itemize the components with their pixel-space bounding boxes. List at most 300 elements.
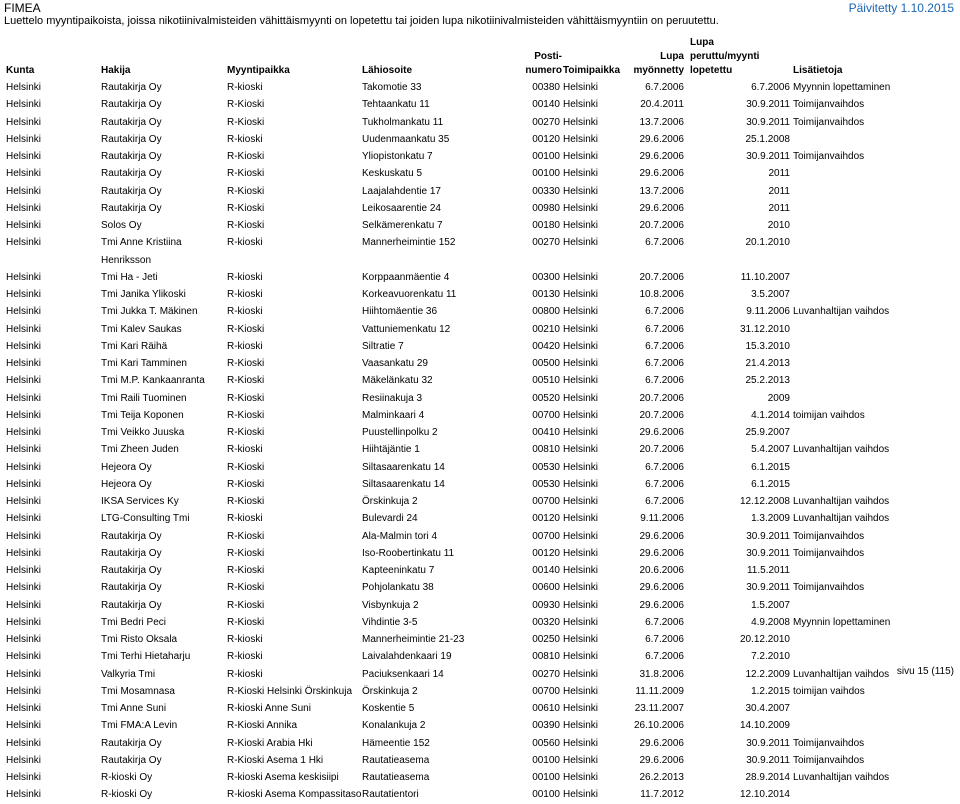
cell-toimipaikka: Helsinki — [563, 513, 599, 525]
cell-lisatietoja: Luvanhaltijan vaihdos — [793, 772, 890, 783]
cell-toimipaikka: Helsinki — [563, 358, 599, 369]
table-row — [0, 321, 960, 338]
col-myonnetty-line2: myönnetty — [633, 65, 684, 76]
cell-myyntipaikka: R-Kioski — [227, 202, 265, 214]
cell-lisatietoja: Luvanhaltijan vaihdos — [793, 513, 890, 525]
table-row — [0, 338, 960, 355]
cell-lopetettu: 12.2.2009 — [745, 668, 790, 680]
cell-myonnetty: 20.7.2006 — [639, 392, 684, 404]
cell-hakija: Tmi Veikko Juuska — [101, 427, 185, 438]
cell-toimipaikka: Helsinki — [563, 271, 599, 283]
cell-hakija: Tmi Kari Tamminen — [101, 358, 187, 369]
cell-kunta: Helsinki — [6, 289, 42, 300]
cell-lopetettu: 25.9.2007 — [745, 427, 790, 438]
cell-lisatietoja: Toimijanvaihdos — [793, 754, 865, 766]
cell-myonnetty: 6.7.2006 — [645, 634, 684, 645]
cell-lahiosoite: Iso-Roobertinkatu 11 — [362, 547, 455, 559]
cell-lopetettu: 20.1.2010 — [745, 237, 790, 249]
cell-postinumero: 00100 — [532, 168, 560, 180]
cell-lahiosoite: Korppaanmäentie 4 — [362, 271, 450, 283]
cell-postinumero: 00320 — [532, 616, 560, 628]
cell-lopetettu: 30.9.2011 — [746, 530, 790, 542]
col-postinumero — [508, 50, 562, 78]
cell-toimipaikka: Helsinki — [563, 151, 599, 162]
cell-kunta: Helsinki — [6, 582, 42, 594]
cell-toimipaikka: Helsinki — [563, 582, 599, 594]
cell-lopetettu: 30.9.2011 — [746, 582, 790, 594]
cell-toimipaikka: Helsinki — [563, 220, 599, 231]
cell-lahiosoite: Mannerheimintie 21-23 — [362, 634, 465, 645]
cell-kunta: Helsinki — [6, 427, 42, 438]
cell-kunta: Helsinki — [6, 565, 42, 576]
cell-hakija: Rautakirja Oy — [101, 547, 162, 559]
cell-kunta: Helsinki — [6, 754, 42, 766]
cell-myonnetty: 23.11.2007 — [634, 703, 684, 714]
page-number: sivu 15 (115) — [896, 666, 954, 677]
cell-lopetettu: 6.7.2006 — [751, 82, 790, 93]
cell-hakija: IKSA Services Ky — [101, 496, 179, 507]
cell-toimipaikka: Helsinki — [563, 444, 599, 456]
cell-hakija: Tmi Janika Ylikoski — [101, 289, 186, 300]
cell-hakija: Tmi Mosamnasa — [101, 685, 175, 697]
table-row — [0, 269, 960, 286]
cell-hakija: Rautakirja Oy — [101, 151, 162, 162]
cell-myyntipaikka: R-Kioski Helsinki Örskinkuja — [227, 685, 353, 697]
cell-lahiosoite: Takomotie 33 — [362, 82, 422, 93]
cell-hakija: Tmi Raili Tuominen — [101, 392, 187, 404]
cell-lisatietoja: Toimijanvaihdos — [793, 547, 865, 559]
cell-toimipaikka: Helsinki — [563, 530, 599, 542]
cell-kunta: Helsinki — [6, 789, 42, 801]
cell-toimipaikka: Helsinki — [563, 547, 599, 559]
cell-myyntipaikka: R-Kioski — [227, 116, 265, 128]
cell-postinumero: 00510 — [532, 375, 560, 387]
cell-lahiosoite: Korkeavuorenkatu 11 — [362, 289, 457, 300]
cell-kunta: Helsinki — [6, 99, 42, 111]
table-row — [0, 545, 960, 562]
cell-kunta: Helsinki — [6, 530, 42, 542]
cell-toimipaikka: Helsinki — [563, 392, 599, 404]
cell-kunta: Helsinki — [6, 703, 42, 714]
cell-hakija: Tmi Anne Kristiina Henriksson — [101, 237, 182, 266]
cell-postinumero: 00100 — [532, 772, 560, 783]
cell-myyntipaikka: R-Kioski Arabia Hki — [227, 737, 313, 749]
cell-postinumero: 00700 — [532, 530, 560, 542]
cell-postinumero: 00420 — [532, 340, 560, 352]
cell-lopetettu: 1.2.2015 — [751, 685, 790, 697]
cell-lahiosoite: Selkämerenkatu 7 — [362, 220, 443, 231]
cell-kunta: Helsinki — [6, 220, 42, 231]
cell-myyntipaikka: R-kioski — [227, 237, 263, 249]
cell-lahiosoite: Yliopistonkatu 7 — [362, 151, 433, 162]
cell-lopetettu: 25.2.2013 — [745, 375, 790, 387]
cell-toimipaikka: Helsinki — [563, 634, 599, 645]
cell-myonnetty: 13.7.2006 — [639, 116, 684, 128]
cell-lahiosoite: Vihdintie 3-5 — [362, 616, 418, 628]
cell-lahiosoite: Bulevardi 24 — [362, 513, 418, 525]
cell-lahiosoite: Konalankuja 2 — [362, 720, 426, 732]
table-row — [0, 217, 960, 234]
cell-kunta: Helsinki — [6, 444, 42, 456]
cell-myonnetty: 9.11.2006 — [640, 513, 684, 525]
cell-kunta: Helsinki — [6, 496, 42, 507]
col-myyntipaikka: Myyntipaikka — [227, 65, 290, 76]
cell-myyntipaikka: R-kioski — [227, 306, 263, 318]
table-row — [0, 493, 960, 510]
cell-myyntipaikka: R-kioski — [227, 133, 263, 145]
cell-hakija: R-kioski Oy — [101, 789, 153, 801]
cell-toimipaikka: Helsinki — [563, 478, 599, 490]
table-row — [0, 752, 960, 769]
cell-lopetettu: 31.12.2010 — [739, 323, 790, 335]
table-row — [0, 96, 960, 113]
cell-lisatietoja: toimijan vaihdos — [793, 409, 865, 421]
cell-toimipaikka: Helsinki — [563, 237, 599, 249]
cell-myonnetty: 31.8.2006 — [639, 668, 684, 680]
cell-toimipaikka: Helsinki — [563, 185, 599, 197]
cell-toimipaikka: Helsinki — [563, 754, 599, 766]
table-row — [0, 459, 960, 476]
cell-kunta: Helsinki — [6, 685, 42, 697]
col-lopetettu — [690, 36, 780, 78]
cell-myyntipaikka: R-Kioski Asema 1 Hki — [227, 754, 324, 766]
cell-lopetettu: 6.1.2015 — [751, 461, 790, 473]
table-row — [0, 424, 960, 441]
cell-postinumero: 00270 — [532, 237, 560, 249]
cell-myonnetty: 10.8.2006 — [639, 289, 684, 300]
cell-postinumero: 00530 — [532, 461, 560, 473]
cell-lopetettu: 20.12.2010 — [739, 634, 790, 645]
cell-kunta: Helsinki — [6, 375, 42, 387]
cell-hakija: Tmi Teija Koponen — [101, 409, 184, 421]
cell-myonnetty: 20.7.2006 — [639, 220, 684, 231]
cell-lisatietoja: Toimijanvaihdos — [793, 116, 865, 128]
cell-toimipaikka: Helsinki — [563, 616, 599, 628]
cell-lahiosoite: Siltratie 7 — [362, 340, 404, 352]
cell-lopetettu: 12.12.2008 — [739, 496, 790, 507]
col-myonnetty-line1: Lupa — [660, 51, 684, 62]
cell-kunta: Helsinki — [6, 271, 42, 283]
col-postinumero-line2: numero — [525, 65, 562, 76]
cell-myyntipaikka: R-Kioski — [227, 151, 265, 162]
col-lopetettu-line2: peruttu/myynti — [690, 51, 760, 62]
cell-hakija: Rautakirja Oy — [101, 116, 162, 128]
cell-lopetettu: 5.4.2007 — [751, 444, 790, 456]
cell-postinumero: 00980 — [532, 202, 560, 214]
cell-toimipaikka: Helsinki — [563, 703, 599, 714]
cell-lopetettu: 7.2.2010 — [751, 651, 790, 663]
cell-postinumero: 00810 — [532, 651, 560, 663]
cell-postinumero: 00180 — [532, 220, 560, 231]
cell-kunta: Helsinki — [6, 168, 42, 180]
cell-toimipaikka: Helsinki — [563, 685, 599, 697]
cell-kunta: Helsinki — [6, 237, 42, 249]
cell-hakija: LTG-Consulting Tmi — [101, 513, 190, 525]
cell-lahiosoite: Koskentie 5 — [362, 703, 415, 714]
cell-toimipaikka: Helsinki — [563, 409, 599, 421]
cell-lahiosoite: Uudenmaankatu 35 — [362, 133, 450, 145]
table-row — [0, 528, 960, 545]
cell-hakija: Rautakirja Oy — [101, 133, 162, 145]
cell-kunta: Helsinki — [6, 202, 42, 214]
table-row — [0, 234, 960, 269]
cell-hakija: Tmi Kalev Saukas — [101, 323, 182, 335]
table-row — [0, 114, 960, 131]
cell-toimipaikka: Helsinki — [563, 599, 599, 611]
cell-myyntipaikka: R-Kioski — [227, 168, 265, 180]
table-row — [0, 700, 960, 717]
table-row — [0, 131, 960, 148]
cell-postinumero: 00120 — [532, 133, 560, 145]
col-myonnetty — [620, 50, 684, 78]
cell-myyntipaikka: R-Kioski — [227, 323, 265, 335]
cell-myyntipaikka: R-kioski — [227, 651, 263, 663]
cell-myonnetty: 6.7.2006 — [645, 478, 684, 490]
cell-myyntipaikka: R-Kioski — [227, 461, 265, 473]
cell-myonnetty: 26.10.2006 — [633, 720, 684, 732]
cell-lahiosoite: Visbynkuja 2 — [362, 599, 419, 611]
cell-postinumero: 00810 — [532, 444, 560, 456]
cell-postinumero: 00130 — [532, 289, 560, 300]
cell-myyntipaikka: R-Kioski — [227, 565, 265, 576]
cell-lahiosoite: Örskinkuja 2 — [362, 496, 418, 507]
cell-myonnetty: 6.7.2006 — [645, 323, 684, 335]
cell-toimipaikka: Helsinki — [563, 565, 599, 576]
cell-postinumero: 00700 — [532, 409, 560, 421]
cell-lopetettu: 30.9.2011 — [746, 737, 790, 749]
table-row — [0, 717, 960, 734]
cell-kunta: Helsinki — [6, 668, 42, 680]
cell-lahiosoite: Tukholmankatu 11 — [362, 116, 444, 128]
cell-postinumero: 00610 — [532, 703, 560, 714]
cell-kunta: Helsinki — [6, 651, 42, 663]
cell-postinumero: 00140 — [532, 99, 560, 111]
cell-postinumero: 00600 — [532, 582, 560, 594]
cell-lisatietoja: Luvanhaltijan vaihdos — [793, 496, 890, 507]
cell-toimipaikka: Helsinki — [563, 789, 599, 801]
cell-kunta: Helsinki — [6, 151, 42, 162]
table-row — [0, 79, 960, 96]
cell-lahiosoite: Vattuniemenkatu 12 — [362, 323, 451, 335]
cell-myyntipaikka: R-kioski — [227, 668, 263, 680]
cell-lahiosoite: Mäkelänkatu 32 — [362, 375, 433, 387]
cell-kunta: Helsinki — [6, 737, 42, 749]
cell-lahiosoite: Rautatientori — [362, 789, 419, 801]
cell-kunta: Helsinki — [6, 133, 42, 145]
table-row — [0, 165, 960, 182]
cell-myyntipaikka: R-Kioski — [227, 547, 265, 559]
cell-lahiosoite: Kapteeninkatu 7 — [362, 565, 435, 576]
cell-toimipaikka: Helsinki — [563, 168, 599, 180]
cell-lopetettu: 2010 — [767, 220, 790, 231]
cell-hakija: Tmi Terhi Hietaharju — [101, 651, 191, 663]
cell-myyntipaikka: R-kioski — [227, 289, 263, 300]
cell-postinumero: 00930 — [532, 599, 560, 611]
cell-myonnetty: 6.7.2006 — [645, 461, 684, 473]
cell-lopetettu: 2009 — [767, 392, 790, 404]
cell-myonnetty: 29.6.2006 — [639, 202, 684, 214]
cell-hakija: Tmi Ha - Jeti — [101, 271, 158, 283]
cell-lopetettu: 30.9.2011 — [746, 99, 790, 111]
col-hakija: Hakija — [101, 65, 131, 76]
cell-lahiosoite: Keskuskatu 5 — [362, 168, 423, 180]
col-postinumero-line1: Posti- — [534, 51, 562, 62]
cell-postinumero: 00270 — [532, 116, 560, 128]
cell-kunta: Helsinki — [6, 358, 42, 369]
cell-lopetettu: 2011 — [768, 168, 790, 180]
cell-lahiosoite: Pohjolankatu 38 — [362, 582, 434, 594]
cell-myyntipaikka: R-kioski Asema keskisiipi — [227, 772, 339, 783]
cell-myyntipaikka: R-Kioski — [227, 392, 265, 404]
cell-myyntipaikka: R-kioski — [227, 82, 263, 93]
cell-postinumero: 00210 — [532, 323, 560, 335]
cell-lopetettu: 11.5.2011 — [746, 565, 790, 576]
cell-postinumero: 00390 — [532, 720, 560, 732]
cell-lopetettu: 12.10.2014 — [739, 789, 790, 801]
table-row — [0, 286, 960, 303]
cell-hakija: Rautakirja Oy — [101, 737, 162, 749]
cell-lopetettu: 1.5.2007 — [751, 599, 790, 611]
col-kunta: Kunta — [6, 65, 35, 76]
cell-kunta: Helsinki — [6, 513, 42, 525]
cell-myonnetty: 26.2.2013 — [639, 772, 684, 783]
cell-myonnetty: 29.6.2006 — [639, 547, 684, 559]
cell-myyntipaikka: R-Kioski — [227, 496, 265, 507]
cell-postinumero: 00560 — [532, 737, 560, 749]
cell-kunta: Helsinki — [6, 340, 42, 352]
cell-toimipaikka: Helsinki — [563, 427, 599, 438]
table-row — [0, 200, 960, 217]
cell-hakija: R-kioski Oy — [101, 772, 153, 783]
cell-lahiosoite: Vaasankatu 29 — [362, 358, 428, 369]
cell-myonnetty: 6.7.2006 — [645, 616, 684, 628]
table-row — [0, 441, 960, 458]
cell-lisatietoja: Myynnin lopettaminen — [793, 616, 891, 628]
cell-postinumero: 00100 — [532, 151, 560, 162]
table-row — [0, 148, 960, 165]
cell-myyntipaikka: R-Kioski — [227, 582, 265, 594]
cell-lopetettu: 4.1.2014 — [751, 409, 790, 421]
cell-lisatietoja: Myynnin lopettaminen — [793, 82, 891, 93]
cell-myonnetty: 6.7.2006 — [645, 375, 684, 387]
cell-lisatietoja: Luvanhaltijan vaihdos — [793, 668, 890, 680]
table-row — [0, 648, 960, 665]
cell-myonnetty: 6.7.2006 — [645, 306, 684, 318]
cell-myyntipaikka: R-kioski — [227, 271, 263, 283]
cell-toimipaikka: Helsinki — [563, 323, 599, 335]
cell-lopetettu: 28.9.2014 — [745, 772, 790, 783]
cell-myyntipaikka: R-Kioski — [227, 409, 265, 421]
table-row — [0, 355, 960, 372]
cell-lopetettu: 21.4.2013 — [745, 358, 790, 369]
cell-postinumero: 00270 — [532, 668, 560, 680]
table-row — [0, 597, 960, 614]
cell-kunta: Helsinki — [6, 478, 42, 490]
cell-toimipaikka: Helsinki — [563, 306, 599, 318]
cell-hakija: Hejeora Oy — [101, 478, 152, 490]
updated-date: Päivitetty 1.10.2015 — [848, 1, 954, 15]
cell-hakija: Rautakirja Oy — [101, 185, 162, 197]
document-subtitle: Luettelo myyntipaikoista, joissa nikotiinivalmisteiden vähittäismyynti on lopetettu tai joiden lupa nikotiinivalmisteiden vähittäismyyntiin on peruutettu. — [4, 15, 719, 27]
cell-myonnetty: 29.6.2006 — [639, 530, 684, 542]
cell-myonnetty: 20.7.2006 — [639, 271, 684, 283]
cell-lisatietoja: Toimijanvaihdos — [793, 99, 865, 111]
cell-toimipaikka: Helsinki — [563, 772, 599, 783]
cell-lopetettu: 30.9.2011 — [746, 754, 790, 766]
table-row — [0, 372, 960, 389]
cell-hakija: Rautakirja Oy — [101, 202, 162, 214]
cell-myonnetty: 11.11.2009 — [635, 685, 684, 697]
cell-postinumero: 00380 — [532, 82, 560, 93]
table-row — [0, 735, 960, 752]
cell-lopetettu: 9.11.2006 — [746, 306, 790, 318]
cell-lopetettu: 14.10.2009 — [739, 720, 790, 732]
cell-hakija: Rautakirja Oy — [101, 582, 162, 594]
table-row — [0, 183, 960, 200]
cell-myonnetty: 29.6.2006 — [639, 151, 684, 162]
cell-myonnetty: 13.7.2006 — [639, 185, 684, 197]
cell-lopetettu: 2011 — [768, 202, 790, 214]
cell-myonnetty: 11.7.2012 — [640, 789, 684, 801]
cell-lahiosoite: Puustellinpolku 2 — [362, 427, 438, 438]
cell-kunta: Helsinki — [6, 547, 42, 559]
cell-kunta: Helsinki — [6, 306, 42, 318]
cell-lopetettu: 6.1.2015 — [751, 478, 790, 490]
cell-hakija: Rautakirja Oy — [101, 530, 162, 542]
cell-lahiosoite: Malminkaari 4 — [362, 409, 425, 421]
cell-postinumero: 00140 — [532, 565, 560, 576]
cell-myonnetty: 29.6.2006 — [639, 168, 684, 180]
cell-myyntipaikka: R-kioski — [227, 444, 263, 456]
cell-lisatietoja: Luvanhaltijan vaihdos — [793, 444, 890, 456]
cell-myonnetty: 20.6.2006 — [639, 565, 684, 576]
table-row — [0, 407, 960, 424]
cell-lopetettu: 30.9.2011 — [746, 116, 790, 128]
cell-myyntipaikka: R-Kioski — [227, 530, 265, 542]
cell-myyntipaikka: R-Kioski — [227, 375, 265, 387]
cell-lahiosoite: Hiihtäjäntie 1 — [362, 444, 420, 456]
cell-kunta: Helsinki — [6, 461, 42, 473]
cell-myonnetty: 6.7.2006 — [645, 496, 684, 507]
cell-hakija: Solos Oy — [101, 220, 142, 231]
cell-kunta: Helsinki — [6, 185, 42, 197]
cell-toimipaikka: Helsinki — [563, 202, 599, 214]
cell-postinumero: 00300 — [532, 271, 560, 283]
cell-kunta: Helsinki — [6, 772, 42, 783]
cell-hakija: Tmi Kari Räihä — [101, 340, 168, 352]
cell-lahiosoite: Mannerheimintie 152 — [362, 237, 456, 249]
cell-toimipaikka: Helsinki — [563, 720, 599, 732]
table-row — [0, 631, 960, 648]
cell-hakija: Tmi FMA:A Levin — [101, 720, 178, 732]
cell-myonnetty: 20.7.2006 — [639, 409, 684, 421]
cell-hakija: Valkyria Tmi — [101, 668, 156, 680]
cell-lisatietoja: Toimijanvaihdos — [793, 151, 865, 162]
cell-hakija: Hejeora Oy — [101, 461, 152, 473]
cell-postinumero: 00410 — [532, 427, 560, 438]
cell-myonnetty: 6.7.2006 — [645, 340, 684, 352]
cell-toimipaikka: Helsinki — [563, 737, 599, 749]
cell-toimipaikka: Helsinki — [563, 496, 599, 507]
cell-lopetettu: 30.9.2011 — [746, 547, 790, 559]
cell-myonnetty: 29.6.2006 — [639, 582, 684, 594]
cell-toimipaikka: Helsinki — [563, 461, 599, 473]
cell-myonnetty: 6.7.2006 — [645, 82, 684, 93]
cell-postinumero: 00120 — [532, 513, 560, 525]
cell-lahiosoite: Ala-Malmin tori 4 — [362, 530, 438, 542]
cell-lahiosoite: Leikosaarentie 24 — [362, 202, 441, 214]
table-row — [0, 579, 960, 596]
